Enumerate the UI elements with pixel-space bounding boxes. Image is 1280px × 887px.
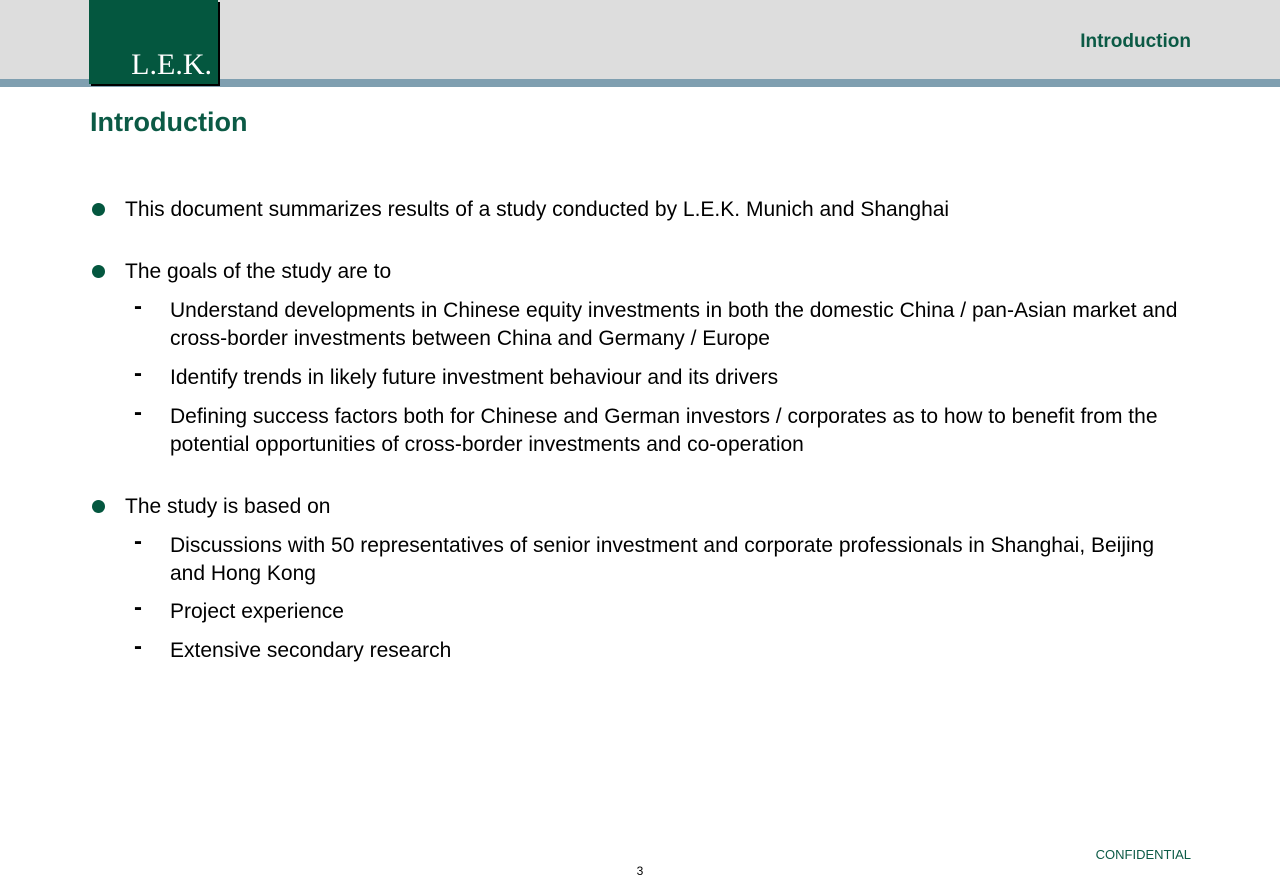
dash-icon: - <box>134 399 142 426</box>
dash-icon: - <box>134 633 142 660</box>
sub-item-text: Identify trends in likely future investment behaviour and its drivers <box>170 366 779 389</box>
dash-icon: - <box>134 293 142 320</box>
page-title: Introduction <box>90 107 248 137</box>
lek-logo <box>89 0 218 84</box>
bullet-dot-icon <box>92 203 105 216</box>
page-number: 3 <box>636 864 644 878</box>
bullet-text: This document summarizes results of a study conducted by L.E.K. Munich and Shanghai <box>125 198 950 221</box>
dash-icon: - <box>134 594 142 621</box>
sub-item-text: Understand developments in Chinese equity investments in both the domestic China / pan-Asian market and cross-border investments between China and Germany / Europe <box>170 299 1178 350</box>
logo-text: L.E.K. <box>131 48 212 81</box>
sub-item-text: Defining success factors both for Chinese and German investors / corporates as to how to benefit from the potential opportunities of cross-border investments and co-operation <box>170 405 1158 456</box>
header-section-label: Introduction <box>1080 31 1191 52</box>
bullet-dot-icon <box>92 500 105 513</box>
confidential-label: CONFIDENTIAL <box>1095 847 1191 862</box>
sub-item-text: Project experience <box>170 600 344 623</box>
sub-item-text: Extensive secondary research <box>170 639 452 662</box>
sub-item-text: Discussions with 50 representatives of senior investment and corporate professionals in Shanghai, Beijing and Hong Kong <box>170 534 1155 585</box>
bullet-dot-icon <box>92 265 105 278</box>
dash-icon: - <box>134 360 142 387</box>
bullet-text: The study is based on <box>125 495 331 518</box>
dash-icon: - <box>134 528 142 555</box>
bullet-text: The goals of the study are to <box>125 260 392 283</box>
